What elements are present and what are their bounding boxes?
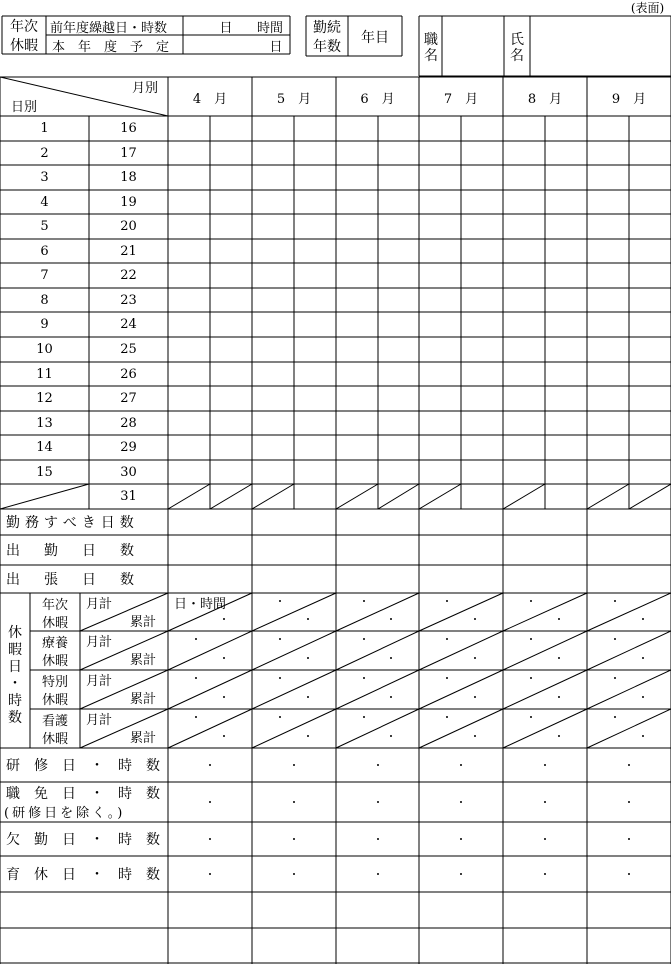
attendance-days-label: 出 勤 日 数	[6, 543, 139, 559]
day-number-left: 3	[40, 170, 49, 185]
position-label: 名	[424, 48, 438, 64]
dot-separator: ・	[525, 633, 537, 646]
dot-separator: ・	[441, 672, 453, 685]
face-label: (表面)	[630, 0, 665, 15]
dot-separator: ・	[623, 796, 635, 809]
dot-separator: ・	[204, 796, 216, 809]
dot-separator: ・	[553, 691, 565, 704]
rule-line	[587, 593, 671, 631]
dot-separator: ・	[302, 691, 314, 704]
dot-separator: ・	[609, 672, 621, 685]
day-number-right: 20	[120, 219, 137, 234]
dot-separator: ・	[441, 711, 453, 724]
rule-line	[503, 484, 545, 509]
rule-line	[80, 670, 168, 709]
leave-type-label: 休暇	[41, 692, 68, 708]
name-label: 氏	[510, 32, 524, 48]
rule-line	[503, 631, 587, 670]
childcare-label: 育 休 日 ・ 時 数	[6, 867, 160, 883]
monthly-total-label: 月計	[86, 713, 113, 728]
dot-separator: ・	[288, 833, 300, 846]
rule-line	[252, 593, 336, 631]
rule-line	[419, 593, 503, 631]
dot-separator: ・	[190, 672, 202, 685]
dot-separator: ・	[637, 613, 649, 626]
monthly-total-label: 月計	[86, 674, 113, 689]
dot-separator: ・	[553, 613, 565, 626]
dot-separator: ・	[190, 633, 202, 646]
duty-exempt-label: 職 免 日 ・ 時 数	[6, 786, 160, 802]
day-number-left: 7	[40, 268, 49, 283]
day-unit: 日	[219, 20, 233, 36]
cumulative-total-label: 累計	[130, 731, 157, 746]
dot-separator: ・	[302, 613, 314, 626]
annual-leave-label: 年次	[10, 19, 38, 35]
day-number-left: 2	[40, 145, 49, 161]
dot-separator: ・	[218, 613, 230, 626]
leave-type-label: 休暇	[41, 615, 68, 631]
dot-separator: ・	[302, 652, 314, 665]
leave-day-hour-label: 日・時間	[174, 596, 227, 612]
day-number-right: 26	[120, 366, 137, 382]
dot-separator: ・	[274, 711, 286, 724]
month-header-cell: 5 月	[276, 91, 312, 107]
rule-line	[168, 670, 252, 709]
rule-line	[80, 631, 168, 670]
dot-separator: ・	[274, 633, 286, 646]
dot-separator: ・	[372, 833, 384, 846]
rule-line	[252, 670, 336, 709]
dot-separator: ・	[218, 652, 230, 665]
dot-separator: ・	[441, 595, 453, 608]
day-number-left: 11	[36, 366, 53, 382]
dot-separator: ・	[358, 633, 370, 646]
leave-type-label: 看護	[41, 713, 68, 729]
day-number-right: 21	[120, 243, 137, 259]
rule-line	[252, 631, 336, 670]
day-number-right: 22	[120, 268, 137, 283]
annual-leave-label: 休暇	[10, 38, 38, 54]
dot-separator: ・	[204, 833, 216, 846]
rule-line	[336, 484, 378, 509]
rule-line	[252, 709, 336, 748]
rule-line	[587, 484, 629, 509]
dot-separator: ・	[623, 833, 635, 846]
rule-line	[336, 593, 419, 631]
rule-line	[336, 670, 419, 709]
rule-line	[80, 709, 168, 748]
dot-separator: ・	[302, 730, 314, 743]
dot-separator: ・	[385, 730, 397, 743]
current-year-label: 本 年 度 予 定	[52, 39, 170, 55]
dot-separator: ・	[539, 833, 551, 846]
business-trip-days-label: 出 張 日 数	[6, 572, 139, 588]
leave-type-label: 休暇	[41, 731, 68, 747]
dot-separator: ・	[455, 759, 467, 772]
dot-separator: ・	[204, 868, 216, 881]
day-number-right: 19	[120, 194, 137, 210]
rule-line	[336, 709, 419, 748]
dot-separator: ・	[288, 759, 300, 772]
rule-line	[503, 593, 587, 631]
dot-separator: ・	[623, 868, 635, 881]
dot-separator: ・	[469, 730, 481, 743]
dot-separator: ・	[623, 759, 635, 772]
dot-separator: ・	[274, 672, 286, 685]
rule-line	[419, 709, 503, 748]
dot-separator: ・	[539, 759, 551, 772]
cumulative-total-label: 累計	[130, 692, 157, 707]
dot-separator: ・	[372, 796, 384, 809]
day-number-left: 6	[40, 243, 49, 259]
rule-line	[168, 631, 252, 670]
dot-separator: ・	[218, 691, 230, 704]
leave-group-label: 時	[8, 692, 22, 709]
work-days-label: 勤務すべき日数	[6, 515, 139, 531]
day-number-right: 18	[120, 170, 137, 185]
day-number-left: 13	[36, 415, 53, 431]
dot-separator: ・	[455, 833, 467, 846]
month-header-cell: 9 月	[611, 91, 647, 107]
rule-line	[210, 484, 252, 509]
leave-type-label: 年次	[41, 597, 68, 613]
day-unit: 日	[269, 39, 283, 55]
dot-separator: ・	[553, 652, 565, 665]
dot-separator: ・	[637, 691, 649, 704]
dot-separator: ・	[525, 672, 537, 685]
rule-line	[336, 631, 419, 670]
name-label: 名	[510, 48, 524, 64]
monthly-total-label: 月計	[86, 635, 113, 650]
day-number-right: 23	[120, 292, 137, 308]
day-number-right: 29	[120, 440, 137, 455]
day-number-right: 27	[120, 391, 137, 406]
day-number-left: 15	[36, 464, 53, 480]
day-number-right: 30	[120, 464, 137, 480]
rule-line	[168, 593, 252, 631]
leave-type-label: 療養	[41, 635, 68, 651]
rule-line	[419, 670, 503, 709]
leave-group-label: 数	[8, 709, 22, 726]
day-number-left: 4	[40, 194, 49, 210]
rule-line	[168, 709, 252, 748]
monthly-total-label: 月計	[86, 597, 113, 612]
rule-line	[0, 484, 89, 509]
service-years-label: 年数	[313, 38, 341, 55]
rule-line	[168, 484, 210, 509]
day-number-left: 14	[36, 440, 53, 455]
day-number-left: 8	[40, 292, 49, 308]
day-number-left: 1	[40, 121, 49, 136]
day-number-left: 10	[36, 342, 53, 357]
month-header-cell: 7 月	[443, 91, 479, 107]
month-header: 月別	[131, 80, 158, 96]
day-number-right: 17	[120, 145, 137, 161]
day-number-right: 28	[120, 415, 137, 431]
dot-separator: ・	[469, 691, 481, 704]
leave-type-label: 休暇	[41, 653, 68, 669]
training-label: 研 修 日 ・ 時 数	[6, 758, 160, 774]
leave-type-label: 特別	[41, 674, 68, 690]
dot-separator: ・	[358, 672, 370, 685]
leave-group-label: 日	[8, 658, 22, 675]
dot-separator: ・	[372, 759, 384, 772]
day-number-right: 31	[120, 489, 137, 504]
service-years-unit: 年目	[361, 30, 389, 46]
leave-group-label: 休	[8, 624, 22, 641]
dot-separator: ・	[539, 868, 551, 881]
dot-separator: ・	[274, 595, 286, 608]
dot-separator: ・	[609, 633, 621, 646]
day-number-left: 5	[40, 219, 49, 234]
dot-separator: ・	[525, 711, 537, 724]
leave-group-label: 暇	[8, 641, 22, 658]
rule-line	[80, 593, 168, 631]
dot-separator: ・	[441, 633, 453, 646]
dot-separator: ・	[288, 868, 300, 881]
dot-separator: ・	[609, 595, 621, 608]
rule-line	[629, 484, 671, 509]
carryover-label: 前年度繰越日・時数	[50, 20, 168, 36]
dot-separator: ・	[385, 691, 397, 704]
dot-separator: ・	[525, 595, 537, 608]
day-number-left: 12	[36, 391, 53, 406]
rule-line	[587, 670, 671, 709]
day-header: 日別	[10, 99, 37, 115]
day-number-right: 16	[120, 121, 137, 136]
dot-separator: ・	[469, 613, 481, 626]
dot-separator: ・	[190, 711, 202, 724]
rule-line	[419, 484, 461, 509]
rule-line	[252, 484, 294, 509]
cumulative-total-label: 累計	[130, 615, 157, 630]
dot-separator: ・	[637, 652, 649, 665]
rule-line	[503, 709, 587, 748]
day-number-right: 24	[120, 317, 137, 332]
dot-separator: ・	[372, 868, 384, 881]
dot-separator: ・	[609, 711, 621, 724]
rule-line	[587, 631, 671, 670]
rule-line	[419, 631, 503, 670]
rule-line	[0, 77, 168, 116]
rule-line	[503, 670, 587, 709]
dot-separator: ・	[469, 652, 481, 665]
rule-line	[378, 484, 419, 509]
month-header-cell: 6 月	[360, 91, 395, 107]
dot-separator: ・	[553, 730, 565, 743]
dot-separator: ・	[539, 796, 551, 809]
dot-separator: ・	[218, 730, 230, 743]
dot-separator: ・	[455, 796, 467, 809]
dot-separator: ・	[455, 868, 467, 881]
leave-group-label: ・	[8, 675, 22, 692]
day-number-left: 9	[40, 317, 49, 332]
dot-separator: ・	[637, 730, 649, 743]
dot-separator: ・	[385, 652, 397, 665]
absence-label: 欠 勤 日 ・ 時 数	[6, 832, 160, 848]
day-number-right: 25	[120, 342, 137, 357]
duty-exempt-note: (研修日を除く。)	[4, 805, 126, 821]
position-label: 職	[424, 32, 438, 48]
hour-unit: 時間	[256, 20, 283, 36]
dot-separator: ・	[358, 595, 370, 608]
month-header-cell: 4 月	[192, 91, 228, 107]
dot-separator: ・	[288, 796, 300, 809]
cumulative-total-label: 累計	[130, 653, 157, 668]
service-years-label: 勤続	[313, 19, 341, 36]
rule-line	[587, 709, 671, 748]
dot-separator: ・	[385, 613, 397, 626]
dot-separator: ・	[204, 759, 216, 772]
dot-separator: ・	[358, 711, 370, 724]
month-header-cell: 8 月	[527, 91, 563, 107]
